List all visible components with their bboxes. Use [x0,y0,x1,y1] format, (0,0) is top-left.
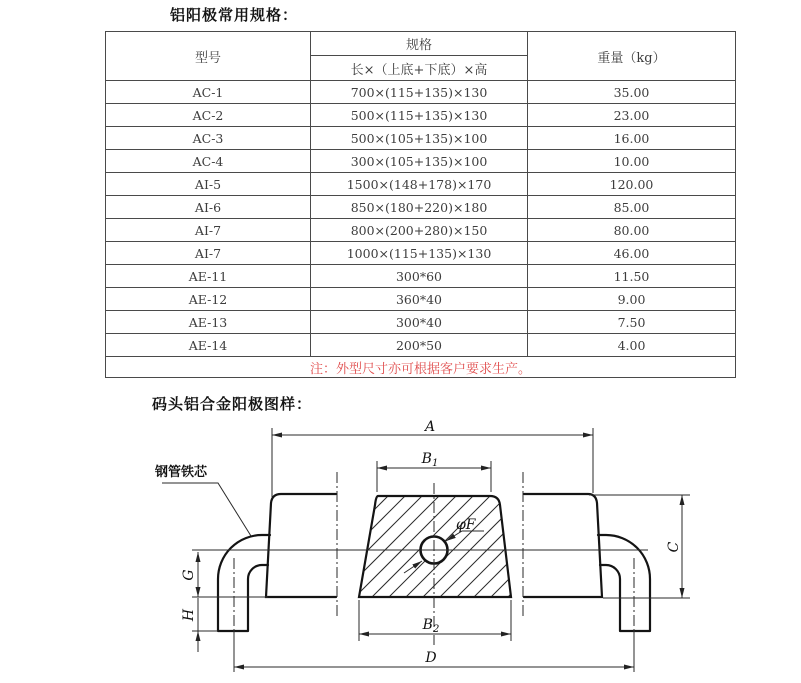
hatch-line [507,460,662,615]
table-cell: AI-6 [106,196,311,219]
table-cell: 120.00 [528,173,736,196]
spec-table-body [106,81,736,357]
table-cell: 11.50 [528,265,736,288]
dim-B2-label: $B_2$ [422,617,440,635]
header-row-1 [106,32,736,56]
hatch-line [422,460,577,615]
table-cell: AE-12 [106,288,311,311]
core-label: 钢管铁芯 [155,465,208,480]
hatch-line [456,460,611,615]
table-cell: 700×(115+135)×130 [311,81,528,104]
cross-section-hatching [235,460,696,615]
col-header-weight: 重量（kg） [528,32,736,81]
col-header-model: 型号 [106,32,311,81]
table-row [106,150,736,173]
table-cell: 80.00 [528,219,736,242]
table-cell: AE-11 [106,265,311,288]
table-cell: 10.00 [528,150,736,173]
hole-dia-label: φF [456,517,476,533]
table-cell: 16.00 [528,127,736,150]
table-cell: 1000×(115+135)×130 [311,242,528,265]
col-header-spec-group: 规格 [311,32,528,56]
hatch-line [439,460,594,615]
hatch-line [388,460,543,615]
hatch-line [252,460,407,615]
table-cell: 300×(105+135)×100 [311,150,528,173]
col-header-spec-detail: 长×（上底+下底）×高 [311,56,528,81]
dim-B1-label: $B_1$ [421,451,439,469]
right-body-outline [524,494,602,597]
table-cell: 4.00 [528,334,736,357]
table-cell: AI-7 [106,219,311,242]
hatch-line [235,460,390,615]
table-cell: AC-1 [106,81,311,104]
left-pipe-outline [218,535,270,631]
table-cell: AI-5 [106,173,311,196]
table-note: 注：外型尺寸亦可根据客户要求生产。 [106,357,736,378]
core-label-leader [162,483,251,536]
dim-H-label: H [181,608,197,622]
hatch-line [473,460,628,615]
table-row [106,219,736,242]
table-cell: AC-4 [106,150,311,173]
table-row [106,196,736,219]
drawing-section-title: 码头铝合金阳极图样： [152,395,313,413]
note-row [106,357,736,378]
table-cell: 300*60 [311,265,528,288]
spec-table-container [105,31,736,378]
anode-spec-table [105,31,736,378]
table-cell: 46.00 [528,242,736,265]
table-cell: 9.00 [528,288,736,311]
dim-G-label: G [181,569,197,581]
dim-GH-extensions [192,597,268,631]
hatch-line [269,460,424,615]
table-row [106,288,736,311]
left-body-outline [266,494,336,597]
table-cell: 300*40 [311,311,528,334]
table-row [106,104,736,127]
dim-A-label: A [424,419,436,435]
table-cell: 850×(180+220)×180 [311,196,528,219]
table-cell: 360*40 [311,288,528,311]
specs-section-title: 铝阳极常用规格： [170,6,299,24]
table-cell: 85.00 [528,196,736,219]
dim-C-label: C [666,541,682,553]
table-cell: AI-7 [106,242,311,265]
table-cell: AE-14 [106,334,311,357]
table-row [106,81,736,104]
table-cell: 7.50 [528,311,736,334]
table-cell: 1500×(148+178)×170 [311,173,528,196]
table-row [106,127,736,150]
table-cell: AC-2 [106,104,311,127]
table-row [106,311,736,334]
table-row [106,173,736,196]
table-cell: 23.00 [528,104,736,127]
table-cell: 35.00 [528,81,736,104]
table-cell: 200*50 [311,334,528,357]
table-row [106,265,736,288]
table-cell: 500×(115+135)×130 [311,104,528,127]
table-cell: AE-13 [106,311,311,334]
table-row [106,242,736,265]
table-cell: AC-3 [106,127,311,150]
anode-technical-drawing [0,415,801,683]
dim-D-label: D [425,650,437,666]
table-row [106,334,736,357]
table-cell: 800×(200+280)×150 [311,219,528,242]
hatch-line [286,460,441,615]
right-pipe-outline [598,535,650,631]
table-cell: 500×(105+135)×100 [311,127,528,150]
hatch-line [371,460,526,615]
